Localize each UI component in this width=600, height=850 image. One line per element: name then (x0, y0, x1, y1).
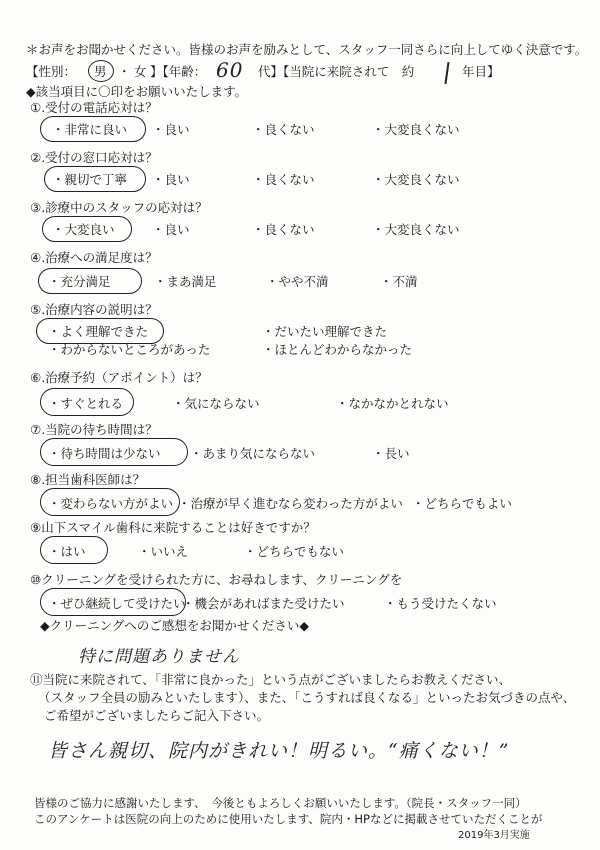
question-10: ⑩クリーニングを受けられた方に、お尋ねします、クリーニングを (30, 572, 403, 587)
question-11-line-3: ご希望がございましたらご記入下さい。 (44, 708, 270, 723)
q8-selection-circle (40, 488, 180, 516)
q5-option-3[interactable]: ・わからないところがあった (48, 342, 211, 357)
q11-handwritten-answer[interactable]: 皆さん親切、院内がきれい！明るい。“痛くない！” (48, 740, 510, 762)
gender-male[interactable]: 男 (94, 64, 107, 79)
question-9: ⑨山下スマイル歯科に来院することは好きですか？ (30, 520, 316, 535)
question-1: ①.受付の電話応対は？ (30, 100, 158, 115)
q3-option-2[interactable]: ・良い (152, 222, 190, 237)
q7-option-2[interactable]: ・あまり気にならない (190, 446, 316, 461)
question-2: ②.受付の窓口応対は？ (30, 150, 158, 165)
question-7: ⑦.当院の待ち時間は？ (30, 422, 158, 437)
q2-option-3[interactable]: ・良くない (252, 172, 315, 187)
q7-option-1[interactable]: ・待ち時間は少ない (48, 446, 161, 461)
question-4: ④.治療への満足度は？ (30, 250, 158, 265)
q2-option-2[interactable]: ・良い (152, 172, 190, 187)
q10-selection-circle (40, 588, 186, 616)
instruction-text: ◆該当項目に〇印をお願いいたします。 (26, 84, 248, 99)
question-8: ⑧.担当歯科医師は？ (30, 472, 146, 487)
q10-option-3[interactable]: ・もう受けたくない (384, 596, 497, 611)
q9-option-3[interactable]: ・どちらでもない (244, 544, 344, 559)
age-value[interactable]: 60 (216, 58, 244, 82)
q3-option-4[interactable]: ・大変良くない (372, 222, 460, 237)
intro-text: ＊お声をお聞かせください。皆様のお声を励みとして、スタッフ一同さらに向上してゆく決意です。 (26, 42, 588, 57)
q4-option-1[interactable]: ・充分満足 (48, 274, 111, 289)
question-3: ③.診療中のスタッフの応対は？ (30, 200, 208, 215)
age-unit-visit-label: 代】【当院に来院されて 約 (258, 64, 415, 79)
q4-selection-circle (38, 268, 142, 294)
q4-option-4[interactable]: ・不満 (380, 274, 418, 289)
q1-option-3[interactable]: ・良くない (252, 122, 315, 137)
question-5: ⑤.治療内容の説明は？ (30, 302, 158, 317)
q7-option-3[interactable]: ・長い (372, 446, 410, 461)
cleaning-handwritten-answer[interactable]: 特に問題ありません (78, 647, 240, 667)
q7-selection-circle (40, 438, 188, 466)
q4-option-2[interactable]: ・まあ満足 (154, 274, 217, 289)
q10-option-2[interactable]: ・機会があればまた受けたい (182, 596, 345, 611)
q6-option-1[interactable]: ・すぐとれる (48, 396, 124, 411)
q5-option-1[interactable]: ・よく理解できた (48, 324, 149, 339)
gender-separator: ・ (118, 64, 131, 79)
q1-selection-circle (40, 116, 146, 142)
q3-option-3[interactable]: ・良くない (252, 222, 315, 237)
q1-option-4[interactable]: ・大変良くない (372, 122, 460, 137)
cleaning-header: ◆クリーニングへのご感想をお聞かせください◆ (40, 618, 309, 633)
q5-option-2[interactable]: ・だいたい理解できた (262, 324, 388, 339)
years-label: 年目】 (462, 64, 500, 79)
gender-female[interactable]: 女 (134, 64, 147, 79)
years-mark (444, 62, 449, 84)
q8-option-1[interactable]: ・変わらない方がよい (48, 496, 174, 511)
q8-option-3[interactable]: ・どちらでもよい (412, 496, 512, 511)
q6-selection-circle (40, 388, 134, 416)
footer-thanks: 皆様のご協力に感謝いたします、 今後ともよろしくお願いいたします。（院長・スタッフ一同） (34, 796, 527, 810)
q2-option-1[interactable]: ・親切で丁寧 (52, 172, 128, 187)
q3-selection-circle (42, 216, 132, 242)
q2-option-4[interactable]: ・大変良くない (372, 172, 460, 187)
q1-option-2[interactable]: ・良い (152, 122, 190, 137)
q2-selection-circle (44, 166, 146, 192)
q1-option-1[interactable]: ・非常に良い (52, 122, 128, 137)
q5-option-4[interactable]: ・ほとんどわからなかった (262, 342, 413, 357)
q6-option-2[interactable]: ・気にならない (172, 396, 260, 411)
q9-option-1[interactable]: ・はい (48, 544, 86, 559)
question-11-line-1: ⑪当院に来院されて、「非常に良かった」という点がございましたらお教えください、 (30, 672, 512, 687)
gender-label: 【性別： (26, 64, 77, 79)
age-label: 】【年齢： (150, 64, 207, 79)
gender-male-circle (88, 60, 114, 82)
q10-option-1[interactable]: ・ぜひ継続して受けたい (48, 596, 186, 611)
q6-option-3[interactable]: ・なかなかとれない (336, 396, 449, 411)
q9-selection-circle (40, 536, 108, 564)
q5-selection-circle (36, 318, 164, 344)
survey-date: 2019年3月実施 (458, 830, 530, 841)
footer-usage-note: このアンケートは医院の向上のために使用いたします、院内・HPなどに掲載させていただくことが (34, 812, 543, 826)
q8-option-2[interactable]: ・治療が早く進むなら変わった方がよい (178, 496, 403, 511)
question-6: ⑥.治療予約（アポイント）は？ (30, 370, 208, 385)
q9-option-2[interactable]: ・いいえ (138, 544, 189, 559)
q3-option-1[interactable]: ・大変良い (52, 222, 115, 237)
question-11-line-2: （スタッフ全員の励みといたします）、また、「こうすれば良くなる」といったお気づきの点や、 (38, 690, 576, 705)
q4-option-3[interactable]: ・やや不満 (266, 274, 329, 289)
